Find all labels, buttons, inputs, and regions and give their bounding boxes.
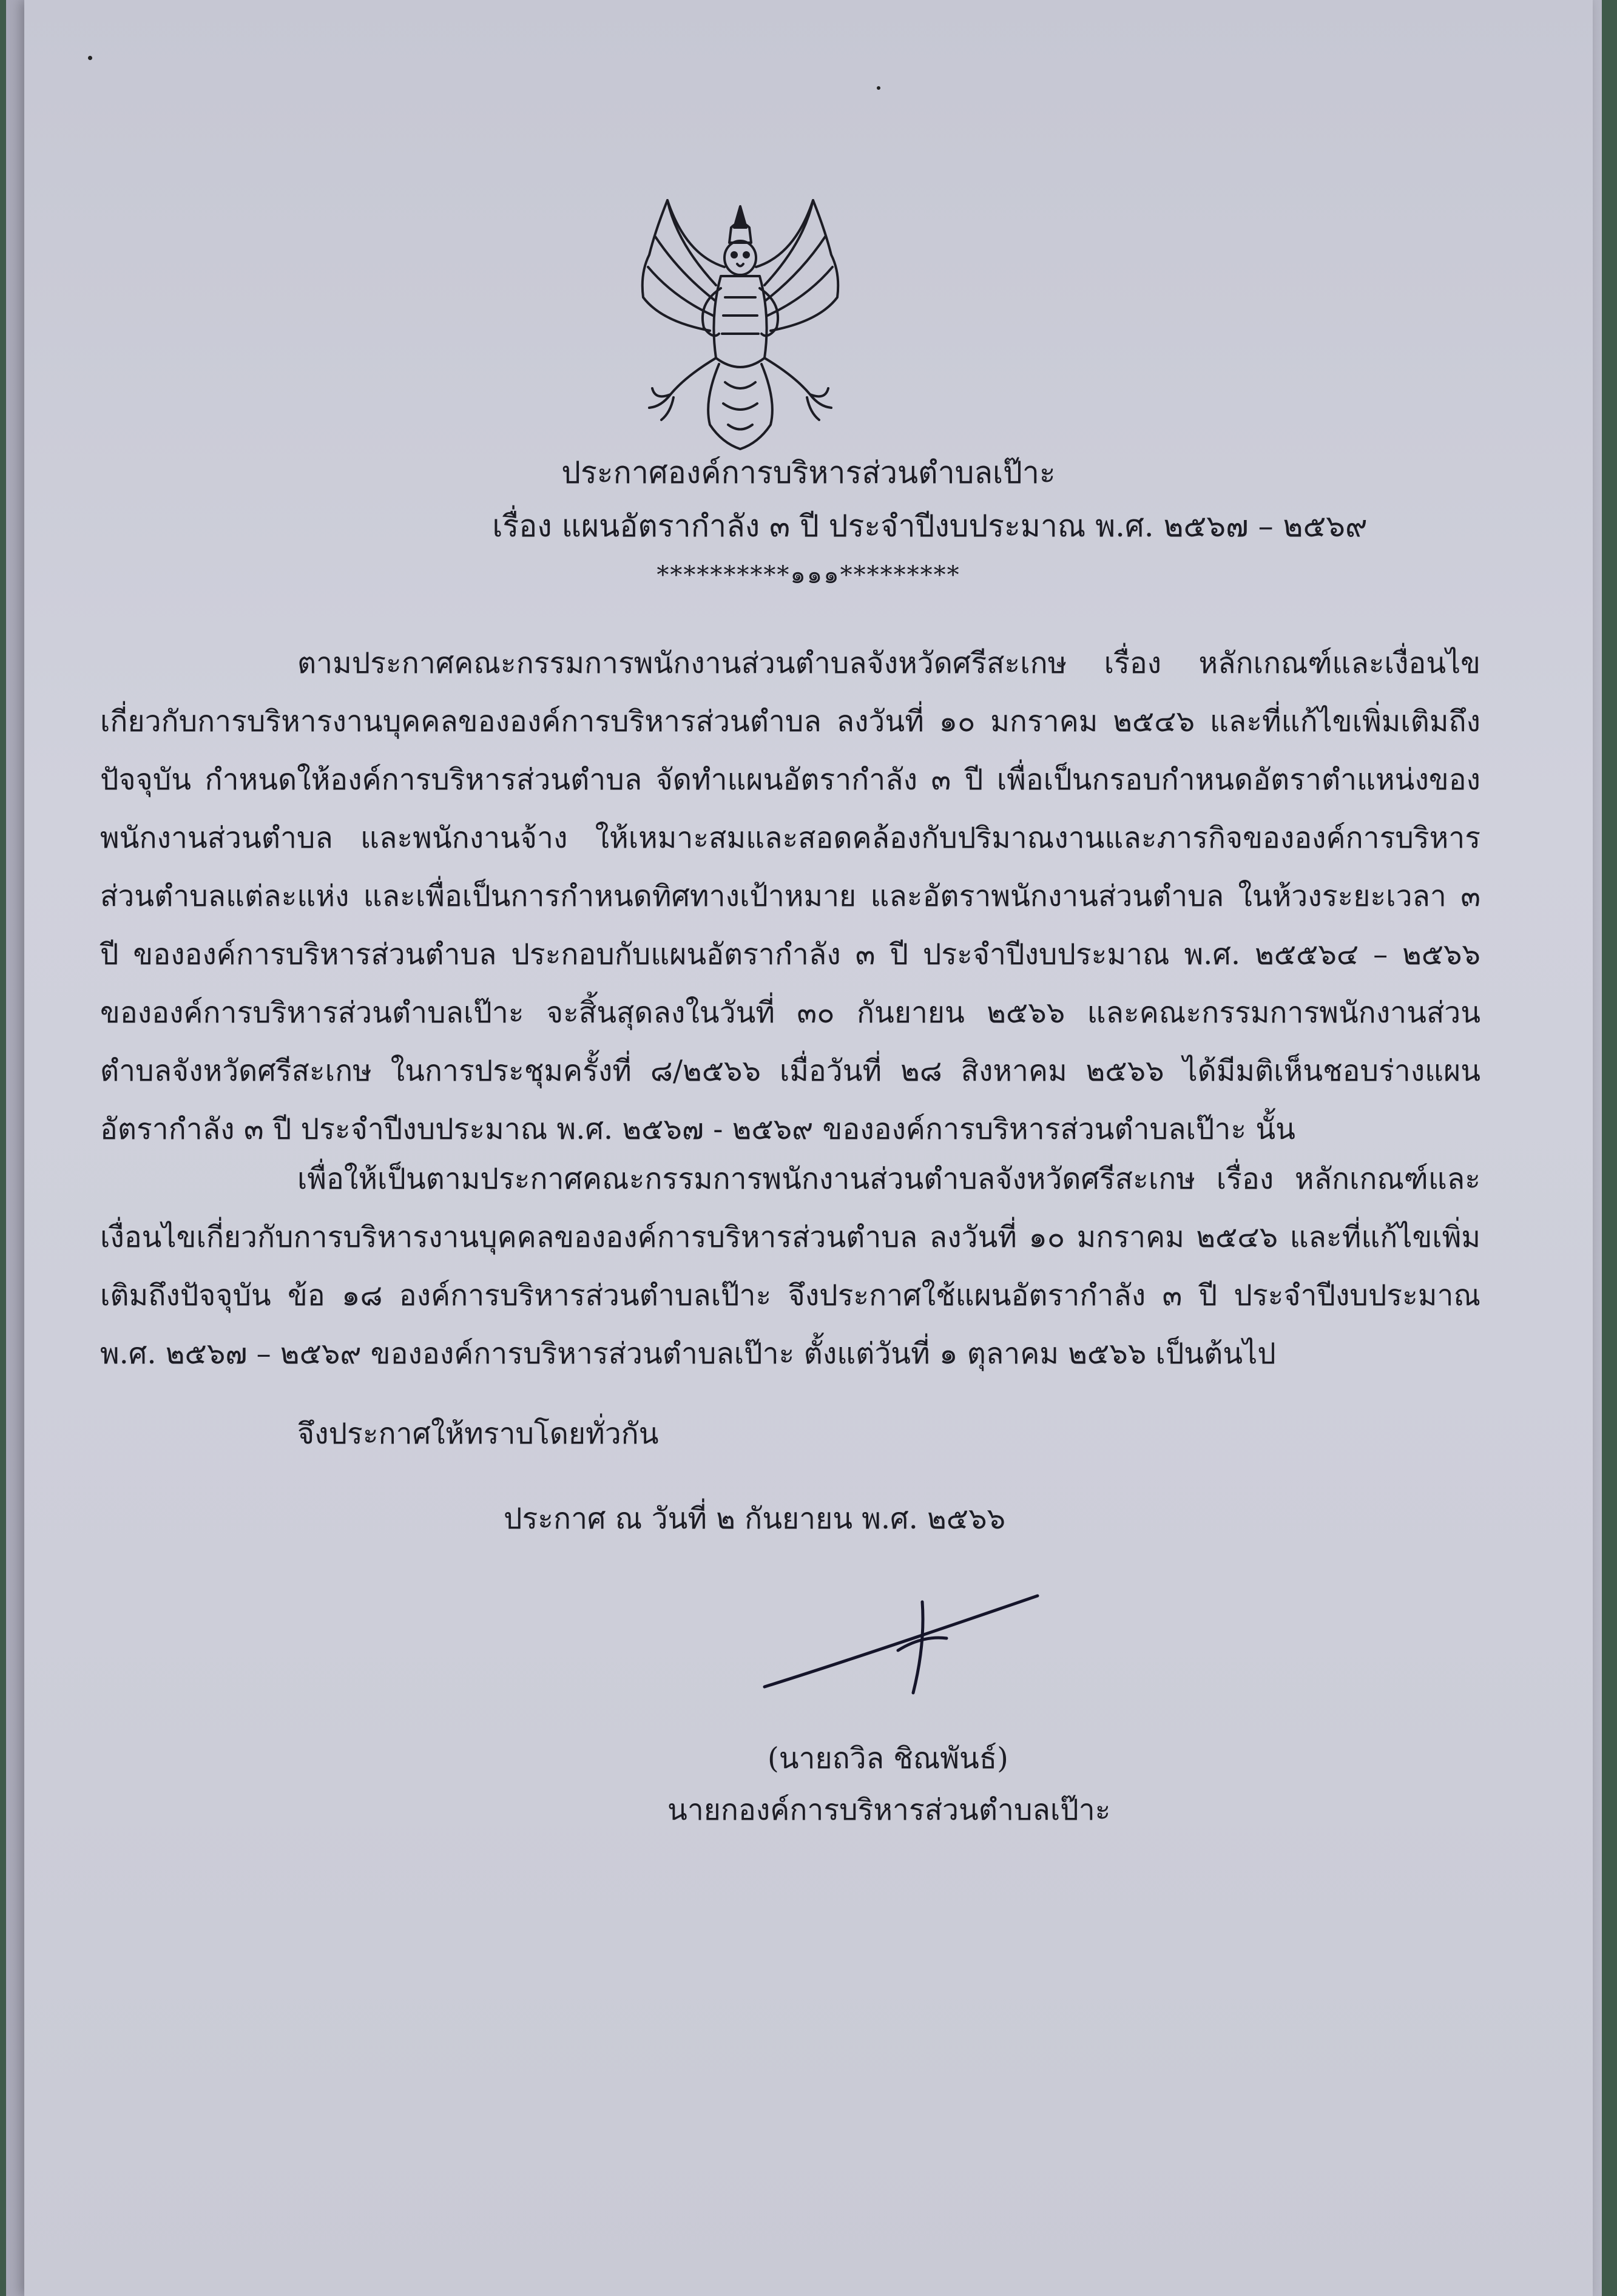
- paragraph-1: ตามประกาศคณะกรรมการพนักงานส่วนตำบลจังหวัดศรีสะเกษ เรื่อง หลักเกณฑ์และเงื่อนไขเกี่ยวกับการบริหารงานบุคคลขององค์การบริหารส่วนตำบล ลงวันที่ ๑๐ มกราคม ๒๕๔๖ และที่แก้ไขเพิ่มเติมถึงปัจจุบัน กำหนดให้องค์การบริหารส่วนตำบล จัดทำแผนอัตรากำลัง ๓ ปี เพื่อเป็นกรอบกำหนดอัตราตำแหน่งของพนักงานส่วนตำบล และพนักงานจ้าง ให้เหมาะสมและสอดคล้องกับปริมาณงานและภารกิจขององค์การบริหารส่วนตำบลแต่ละแห่ง และเพื่อเป็นการกำหนดทิศทางเป้าหมาย และอัตราพนักงานส่วนตำบล ในห้วงระยะเวลา ๓ ปี ขององค์การบริหารส่วนตำบล ประกอบกับแผนอัตรากำลัง ๓ ปี ประจำปีงบประมาณ พ.ศ. ๒๕๕๖๔ – ๒๕๖๖ ขององค์การบริหารส่วนตำบลเป๊าะ จะสิ้นสุดลงในวันที่ ๓๐ กันยายน ๒๕๖๖ และคณะกรรมการพนักงานส่วนตำบลจังหวัดศรีสะเกษ ในการประชุมครั้งที่ ๘/๒๕๖๖ เมื่อวันที่ ๒๘ สิงหาคม ๒๕๖๖ ได้มีมติเห็นชอบร่างแผนอัตรากำลัง ๓ ปี ประจำปีงบประมาณ พ.ศ. ๒๕๖๗ - ๒๕๖๙ ขององค์การบริหารส่วนตำบลเป๊าะ นั้น: [100, 646, 1480, 1146]
- separator: **********๑๑๑*********: [657, 561, 960, 589]
- closing-line: จึงประกาศให้ทราบโดยทั่วกัน: [297, 1417, 659, 1451]
- signer-title: นายกองค์การบริหารส่วนตำบลเป๊าะ: [667, 1793, 1111, 1827]
- speck: [88, 56, 92, 60]
- document-page: [24, 0, 1593, 2296]
- speck: [877, 86, 880, 90]
- garuda-emblem-icon: [613, 182, 868, 455]
- signature-icon: [740, 1578, 1056, 1699]
- signer-name: (นายถวิล ชิณพันธ์): [768, 1741, 1008, 1775]
- announcement-title: ประกาศองค์การบริหารส่วนตำบลเป๊าะ: [561, 455, 1056, 490]
- announcement-subject: เรื่อง แผนอัตรากำลัง ๓ ปี ประจำปีงบประมาณ พ.ศ. ๒๕๖๗ – ๒๕๖๙: [492, 508, 1368, 544]
- announcement-date: ประกาศ ณ วันที่ ๒ กันยายน พ.ศ. ๒๕๖๖: [504, 1502, 1006, 1536]
- paragraph-2: เพื่อให้เป็นตามประกาศคณะกรรมการพนักงานส่วนตำบลจังหวัดศรีสะเกษ เรื่อง หลักเกณฑ์และเงื่อนไขเกี่ยวกับการบริหารงานบุคคลขององค์การบริหารส่วนตำบล ลงวันที่ ๑๐ มกราคม ๒๕๔๖ และที่แก้ไขเพิ่มเติมถึงปัจจุบัน ข้อ ๑๘ องค์การบริหารส่วนตำบลเป๊าะ จึงประกาศใช้แผนอัตรากำลัง ๓ ปี ประจำปีงบประมาณ พ.ศ. ๒๕๖๗ – ๒๕๖๙ ขององค์การบริหารส่วนตำบลเป๊าะ ตั้งแต่วันที่ ๑ ตุลาคม ๒๕๖๖ เป็นต้นไป: [100, 1162, 1480, 1371]
